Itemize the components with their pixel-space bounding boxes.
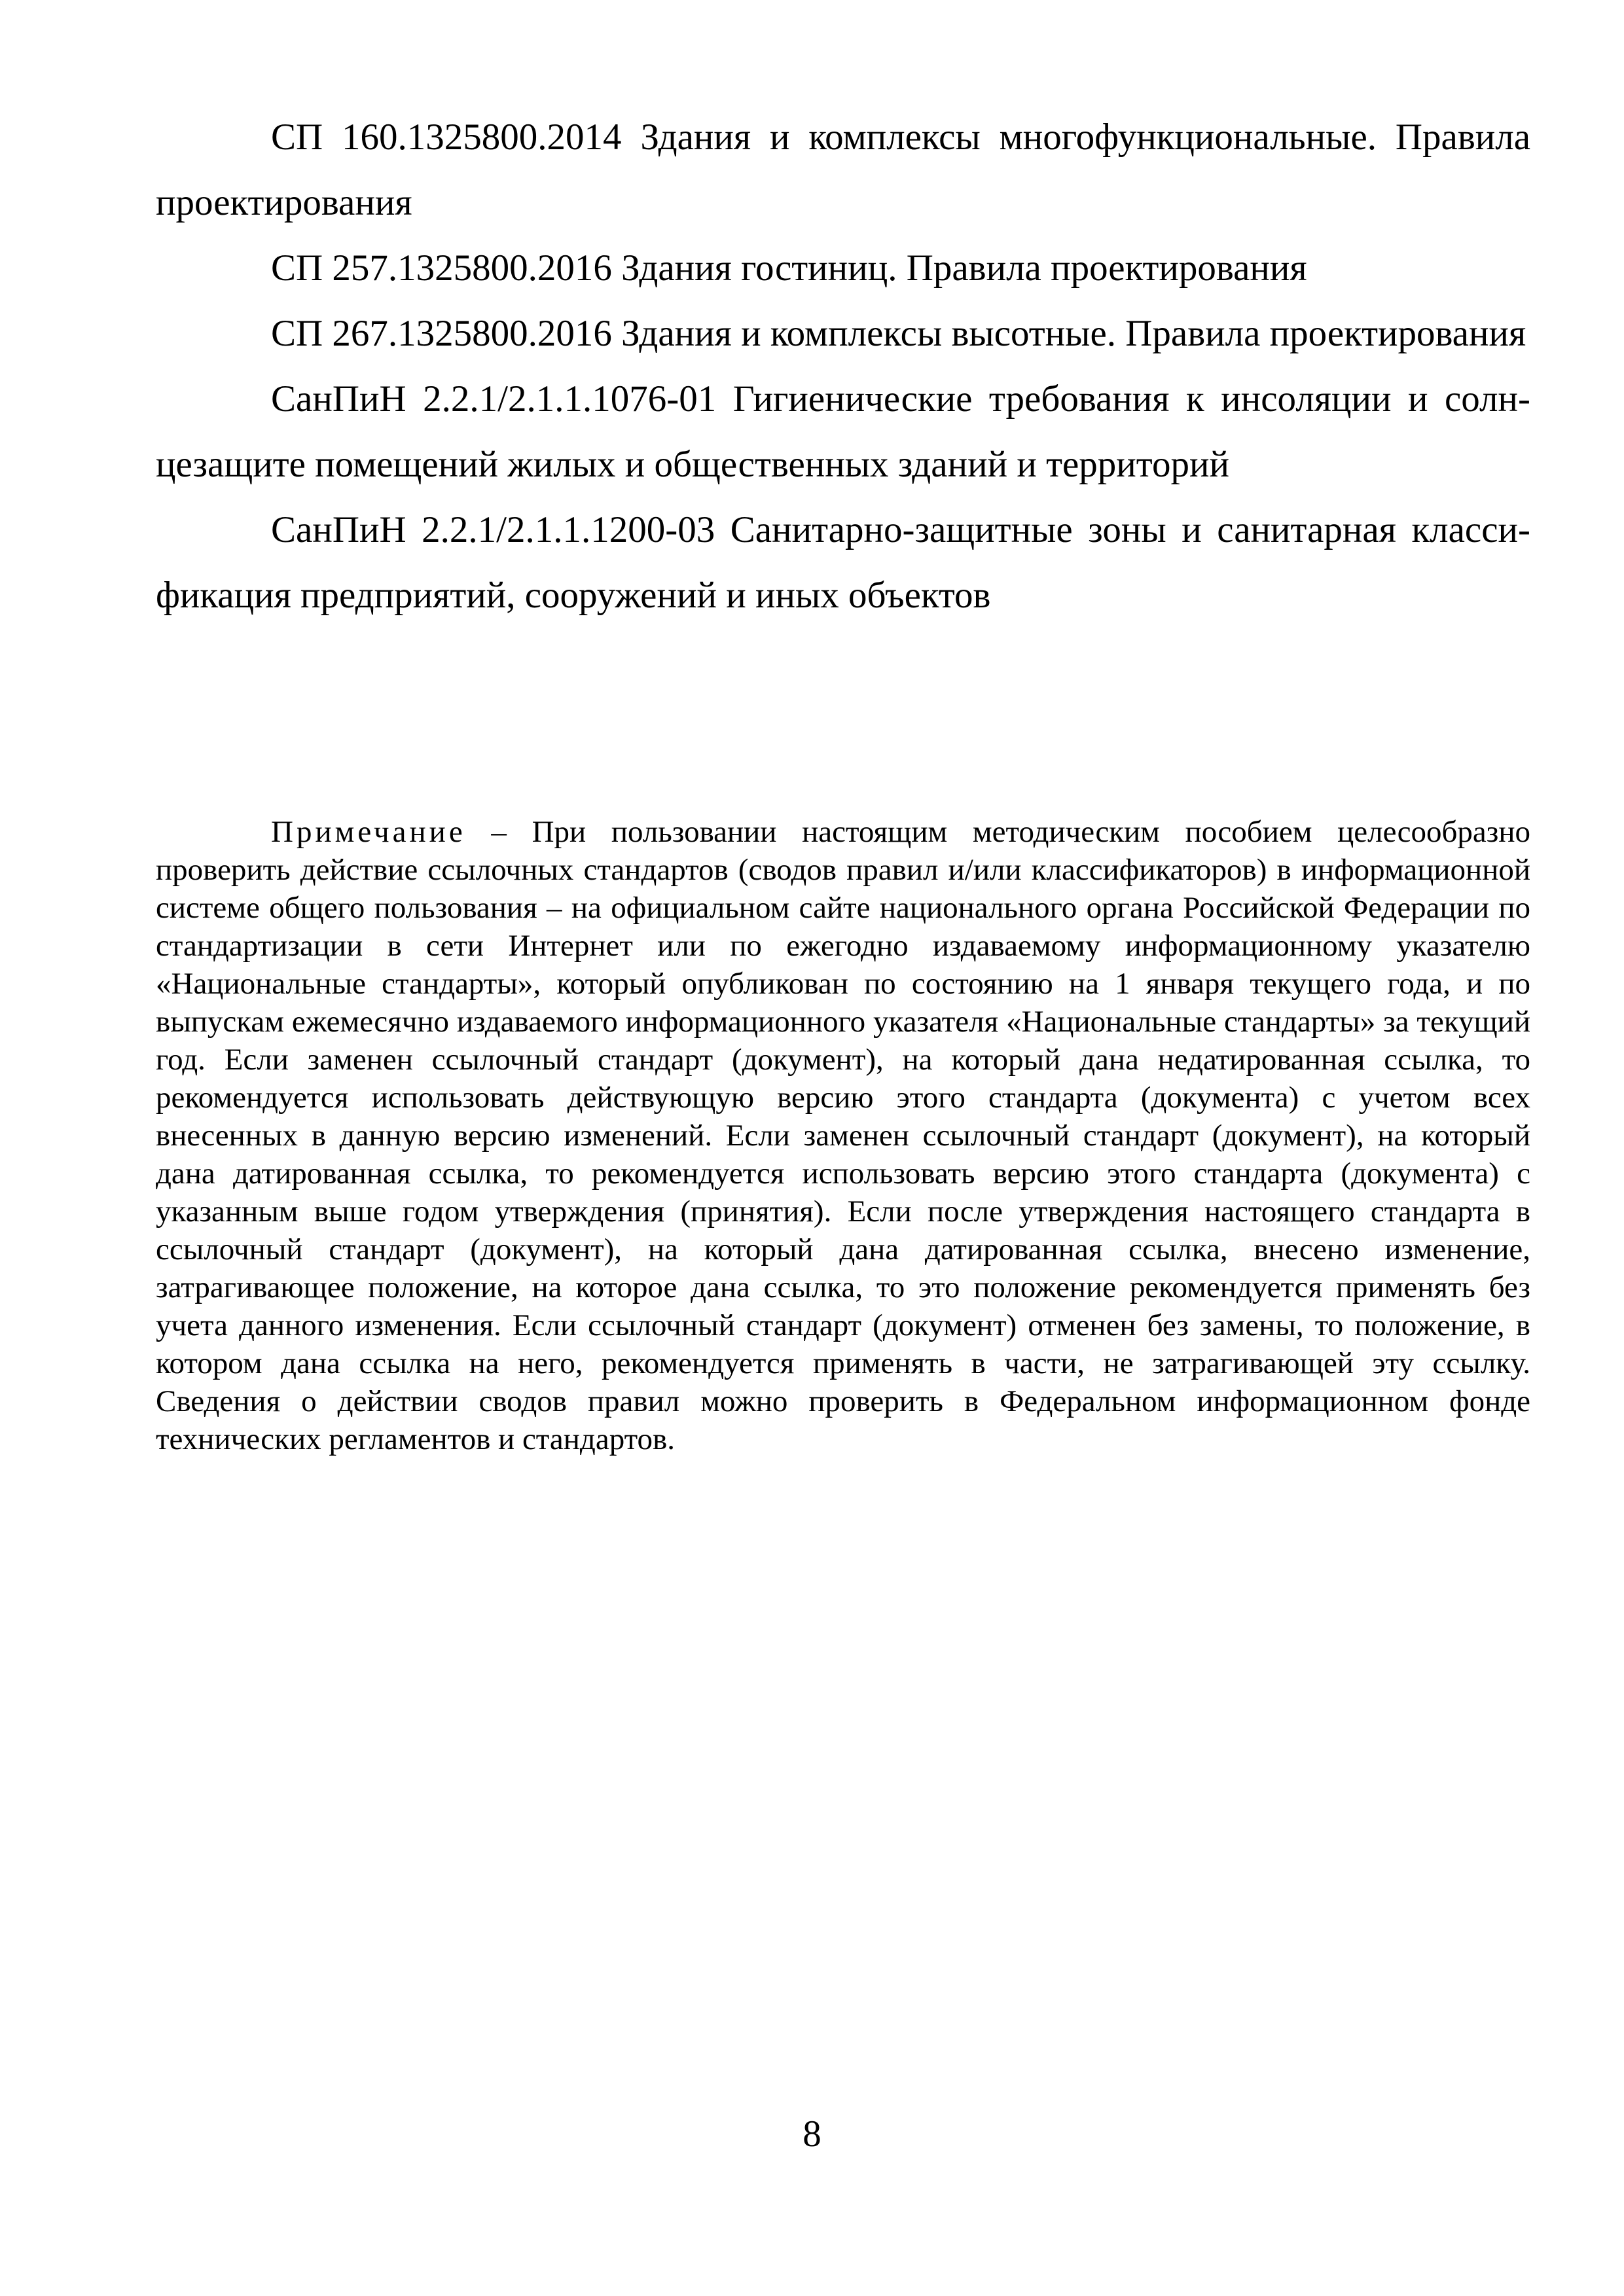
note-paragraph xyxy=(156,813,1530,1458)
reference-item: СанПиН 2.2.1/2.1.1.1200-03 Санитарно-защитные зоны и санитарная классификация предприятий, сооружений и иных объектов xyxy=(156,509,1530,616)
references-list xyxy=(156,105,1530,628)
note-label: Примечание xyxy=(271,815,466,849)
reference-item: СП 257.1325800.2016 Здания гостиниц. Правила проектирования xyxy=(271,247,1307,289)
reference-item: СП 267.1325800.2016 Здания и комплексы высотные. Правила проектирования xyxy=(271,313,1526,354)
note-text: – При пользовании настоящим методическим пособием целесообразно проверить действие ссылочных стандартов (сводов правил и/или классификаторов) в информационной системе общего пользования – на официальном сайте национального органа Российской Федерации по стандартизации в сети Интернет или по ежегодно издаваемому информационному указателю «Национальные стандарты», который опубликован по состоянию на 1 января текущего года, и по выпускам ежемесячно издаваемого информационного указателя «Национальные стандарты» за текущий год. Если заменен ссылочный стандарт (документ), на который дана недатированная ссылка, то рекомендуется использовать действующую версию этого стандарта (документа) с учетом всех внесенных в данную версию изменений. Если заменен ссылочный стандарт (документ), на который дана датированная ссылка, то рекомендуется использовать версию этого стандарта (документа) с указанным выше годом утверждения (принятия). Если после утверждения настоящего стандарта в ссылочный стандарт (документ), на который дана датированная ссылка, внесено изменение, затрагивающее положение, на которое дана ссылка, то это положение рекомендуется применять без учета данного изменения. Если ссылочный стандарт (документ) отменен без замены, то положение, в котором дана ссылка на него, рекомендуется применять в части, не затрагивающей эту ссылку. Сведения о действии сводов правил можно проверить в Федеральном информационном фонде технических регламентов и стандартов. xyxy=(156,815,1530,1456)
reference-item: СанПиН 2.2.1/2.1.1.1076-01 Гигиенические требования к инсоляции и солнцезащите помещений жилых и общественных зданий и территорий xyxy=(156,378,1530,485)
reference-item: СП 160.1325800.2014 Здания и комплексы многофункциональные. Правила проектирования xyxy=(156,117,1530,223)
page-number: 8 xyxy=(803,2113,821,2155)
